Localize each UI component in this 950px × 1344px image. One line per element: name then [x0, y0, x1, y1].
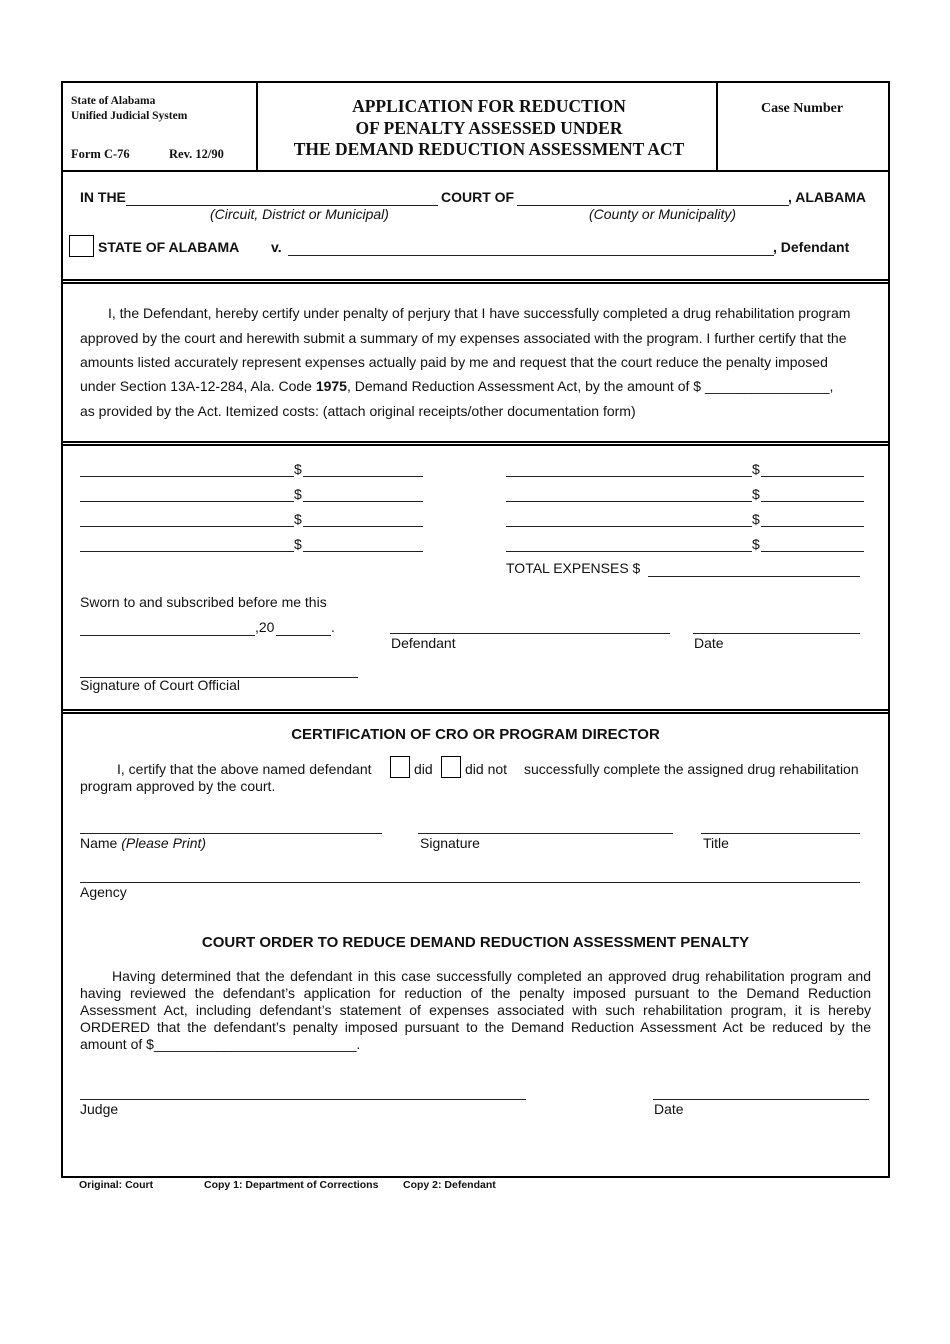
cert-line-5: as provided by the Act. Itemized costs: (attach original receipts/other documentation form)	[80, 403, 636, 419]
header-system: Unified Judicial System	[71, 110, 188, 122]
cro-name-label	[80, 835, 206, 851]
cro-title-label: Title	[703, 835, 729, 851]
section-divider-2	[63, 441, 888, 446]
expense-amount-field[interactable]	[761, 551, 864, 552]
expense-dollar-sign: $	[752, 461, 760, 477]
cro-name-field[interactable]	[80, 833, 382, 834]
section-divider-3	[63, 709, 888, 714]
expense-item-field[interactable]	[80, 501, 294, 502]
did-not-label: did not	[465, 761, 508, 777]
sworn-text: Sworn to and subscribed before me this	[80, 594, 327, 610]
expense-amount-field[interactable]	[761, 476, 864, 477]
case-number-label: Case Number	[761, 101, 844, 116]
expense-amount-field[interactable]	[761, 501, 864, 502]
court-of-label: COURT OF	[441, 189, 515, 205]
form-title-line1: APPLICATION FOR REDUCTION	[352, 96, 626, 116]
cro-name-hint: (Please Print)	[121, 835, 207, 851]
cro-text-pre: I, certify that the above named defendant	[117, 761, 372, 777]
expense-dollar-sign: $	[752, 536, 760, 552]
expense-item-field[interactable]	[80, 551, 294, 552]
state-of-alabama-label: STATE OF ALABAMA	[98, 239, 240, 255]
alabama-label: , ALABAMA	[788, 189, 867, 205]
expense-amount-field[interactable]	[303, 476, 423, 477]
did-checkbox[interactable]	[390, 756, 410, 778]
expense-item-field[interactable]	[506, 501, 752, 502]
header-bottom-rule	[63, 170, 888, 172]
section-divider-1	[63, 279, 888, 284]
defendant-signature-label: Defendant	[391, 635, 456, 651]
expense-item-field[interactable]	[80, 526, 294, 527]
expense-dollar-sign: $	[752, 486, 760, 502]
in-the-label: IN THE	[80, 189, 126, 205]
application-form	[61, 81, 890, 1178]
defendant-date-field[interactable]	[693, 633, 860, 634]
defendant-name-field[interactable]	[288, 255, 774, 256]
defendant-date-label: Date	[694, 635, 724, 651]
cert-line-4-post: , Demand Reduction Assessment Act, by the amount of $ ________________,	[346, 378, 834, 394]
form-title-line2: OF PENALTY ASSESSED UNDER	[355, 118, 623, 138]
expense-amount-field[interactable]	[303, 501, 423, 502]
sworn-period: .	[331, 619, 335, 635]
header-revision: Rev. 12/90	[169, 147, 224, 161]
cro-text-line2: program approved by the court.	[80, 778, 276, 794]
cro-name-label-text: Name	[80, 835, 122, 851]
sworn-year-prefix: ,20	[255, 619, 275, 635]
footer-original: Original: Court	[79, 1179, 154, 1191]
cro-title-field[interactable]	[701, 833, 860, 834]
cro-text-post: successfully complete the assigned drug rehabilitation	[524, 761, 859, 777]
state-checkbox[interactable]	[69, 235, 94, 257]
judge-signature-field[interactable]	[80, 1099, 526, 1100]
judge-label: Judge	[80, 1101, 119, 1117]
expense-dollar-sign: $	[294, 511, 302, 527]
header-form-number: Form C-76	[71, 147, 130, 161]
court-order-text: Having determined that the defendant in this case successfully completed an approved drug rehabilitation program and having reviewed the defendant’s application for reduction of the penalty imposed pursuant to the Demand Reduction Assessment Act, including defendant’s statement of expenses associated with such rehabilitation program, it is hereby ORDERED that the defendant’s penalty imposed pursuant to the Demand Reduction Assessment Act be reduced by the amount of $__________________________.	[80, 968, 871, 1052]
cro-signature-field[interactable]	[418, 833, 673, 834]
footer-copy2: Copy 2: Defendant	[403, 1179, 496, 1191]
expense-dollar-sign: $	[294, 461, 302, 477]
cro-agency-field[interactable]	[80, 882, 860, 883]
cert-line-3: amounts listed accurately represent expenses actually paid by me and request that the court reduce the penalty imposed	[80, 354, 828, 370]
total-expenses-field[interactable]	[648, 576, 860, 577]
expense-amount-field[interactable]	[303, 526, 423, 527]
defendant-signature-field[interactable]	[390, 633, 670, 634]
header-divider-left	[256, 83, 258, 171]
judge-date-field[interactable]	[653, 1099, 869, 1100]
footer-copy1: Copy 1: Department of Corrections	[204, 1179, 379, 1191]
form-title-line3: THE DEMAND REDUCTION ASSESSMENT ACT	[293, 139, 685, 159]
total-expenses-label: TOTAL EXPENSES $	[506, 560, 641, 576]
court-type-hint: (Circuit, District or Municipal)	[210, 206, 389, 222]
did-label: did	[414, 761, 433, 777]
expense-amount-field[interactable]	[761, 526, 864, 527]
did-not-checkbox[interactable]	[441, 756, 461, 778]
cro-section-title: CERTIFICATION OF CRO OR PROGRAM DIRECTOR	[291, 726, 660, 743]
sworn-day-field[interactable]	[80, 635, 255, 636]
expense-dollar-sign: $	[294, 486, 302, 502]
court-official-label: Signature of Court Official	[80, 677, 241, 693]
sworn-year-field[interactable]	[276, 635, 331, 636]
defendant-label: , Defendant	[773, 239, 850, 255]
cert-line-4-pre: under Section 13A-12-284, Ala. Code	[80, 378, 316, 394]
versus-label: v.	[271, 239, 282, 255]
expense-dollar-sign: $	[294, 536, 302, 552]
cert-code-year: 1975	[315, 378, 347, 394]
cert-line-4	[80, 378, 871, 394]
judge-date-label: Date	[654, 1101, 684, 1117]
expense-item-field[interactable]	[506, 526, 752, 527]
expense-item-field[interactable]	[506, 551, 752, 552]
cro-agency-label: Agency	[80, 884, 127, 900]
header-state: State of Alabama	[71, 95, 156, 107]
expense-dollar-sign: $	[752, 511, 760, 527]
cro-signature-label: Signature	[420, 835, 480, 851]
court-order-title: COURT ORDER TO REDUCE DEMAND REDUCTION ASSESSMENT PENALTY	[201, 934, 750, 951]
cert-line-1: I, the Defendant, hereby certify under penalty of perjury that I have successfully completed a drug rehabilitation program	[108, 305, 851, 321]
county-hint: (County or Municipality)	[589, 206, 737, 222]
cert-line-2: approved by the court and herewith submit a summary of my expenses associated with the program. I further certify that the	[80, 330, 847, 346]
expense-amount-field[interactable]	[303, 551, 423, 552]
expense-item-field[interactable]	[506, 476, 752, 477]
expense-item-field[interactable]	[80, 476, 294, 477]
